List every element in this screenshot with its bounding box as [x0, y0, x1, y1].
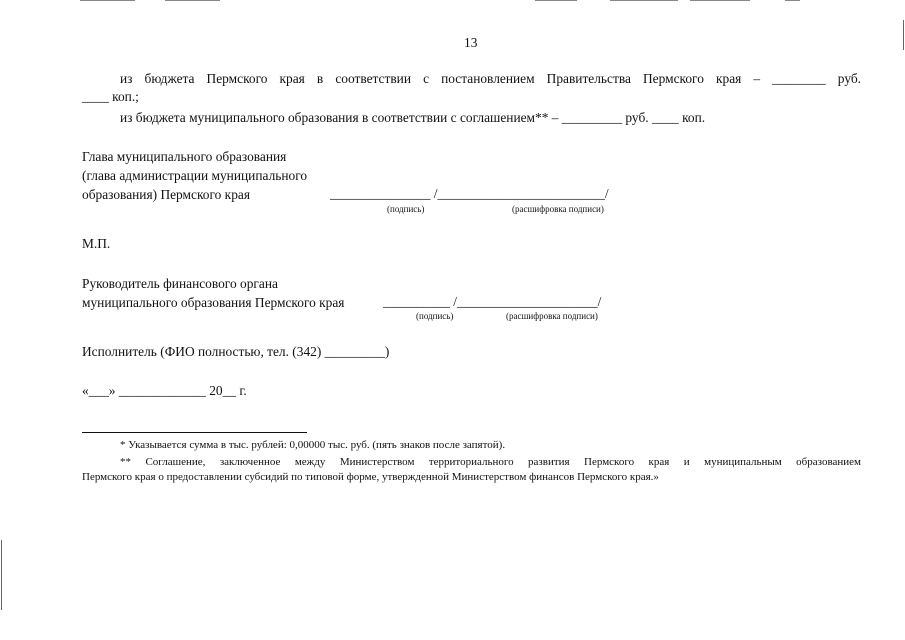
- footnote-separator: [82, 432, 307, 433]
- top-edge-mark: [690, 0, 750, 1]
- top-edge-mark: [535, 0, 577, 1]
- budget-line-regional: из бюджета Пермского края в соответствии с постановлением Правительства Пермского края – ________ руб.: [120, 71, 861, 86]
- head-signature-caption: (подпись): [387, 204, 425, 214]
- finance-label-line2: муниципального образования Пермского края: [82, 295, 345, 310]
- executor-line: Исполнитель (ФИО полностью, тел. (342) _________): [82, 344, 390, 359]
- left-edge-mark: [1, 540, 2, 610]
- top-edge-mark: [610, 0, 678, 1]
- footnote-2-line1: ** Соглашение, заключенное между Министерством территориального развития Пермского края и муниципальным образованием: [120, 456, 861, 468]
- finance-decoding-caption: (расшифровка подписи): [506, 311, 598, 321]
- finance-label-line1: Руководитель финансового органа: [82, 276, 278, 291]
- budget-line-municipal: из бюджета муниципального образования в соответствии с соглашением** – _________ руб. ____ коп.: [120, 110, 706, 125]
- budget-line-regional-continuation: ____ коп.;: [82, 89, 139, 104]
- head-decoding-caption: (расшифровка подписи): [512, 204, 604, 214]
- top-edge-mark: [80, 0, 135, 1]
- finance-signature-blanks: __________ /_____________________/: [383, 294, 602, 309]
- page-number: 13: [464, 35, 478, 50]
- head-label-line3: образования) Пермского края: [82, 187, 250, 202]
- head-label-line2: (глава администрации муниципального: [82, 168, 308, 183]
- stamp-label: М.П.: [82, 236, 111, 251]
- footnote-2-line2: Пермского края о предоставлении субсидий по типовой форме, утвержденной Министерством финансов Пермского края.»: [82, 471, 659, 483]
- head-signature-blanks: _______________ /_________________________/: [330, 186, 609, 201]
- finance-signature-caption: (подпись): [416, 311, 454, 321]
- footnote-1: * Указывается сумма в тыс. рублей: 0,00000 тыс. руб. (пять знаков после запятой).: [120, 439, 506, 451]
- right-edge-mark: [903, 20, 904, 50]
- head-label-line1: Глава муниципального образования: [82, 149, 287, 164]
- date-line: «___» _____________ 20__ г.: [82, 383, 247, 398]
- top-edge-mark: [165, 0, 220, 1]
- top-edge-mark: [785, 0, 800, 1]
